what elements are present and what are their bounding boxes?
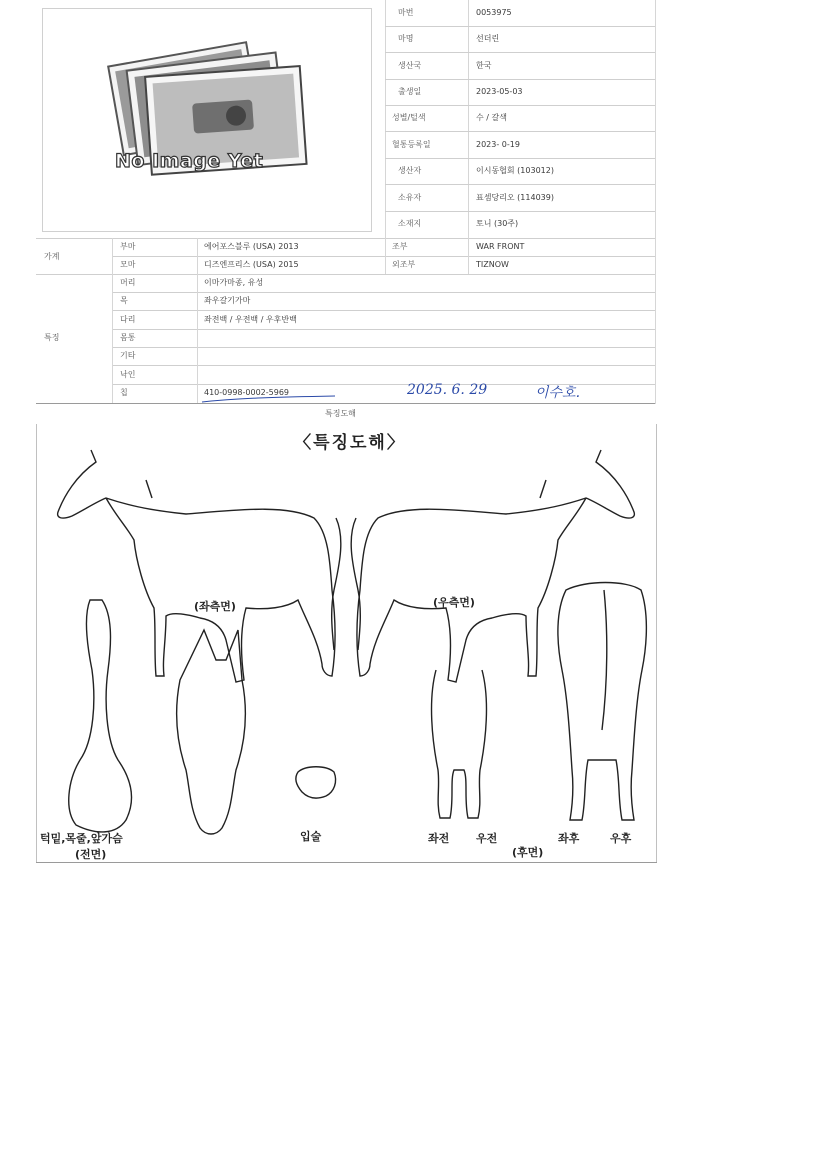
photo-stack-icon [43,9,371,231]
breeder-label: 생산자 [398,166,422,175]
owner-label: 소유자 [398,193,422,202]
country-label: 생산국 [398,61,422,70]
dam-sire-label: 외조부 [392,260,416,269]
features-section-label: 특징 [44,333,60,342]
feature-neck-value: 좌우갈기가마 [204,296,251,305]
diagram-small-caption: 특징도해 [325,409,356,418]
handwritten-signature: 이수호. [535,385,581,401]
signature-underline [200,394,360,406]
caption-left-hind: 좌후 [558,832,580,845]
caption-right-hind: 우후 [610,832,632,845]
grandsire-value: WAR FRONT [476,242,525,251]
birthdate-label: 출생일 [398,87,422,96]
feature-head-label: 머리 [120,278,136,287]
feature-other-label: 기타 [120,351,136,360]
dam-sire-value: TIZNOW [476,260,509,269]
sex-color-label: 성별/털색 [392,113,426,122]
caption-left-side: (좌측면) [194,600,236,613]
breeder-value: 이시동협회 (103012) [476,166,554,175]
horse-number-value: 0053975 [476,8,512,17]
grandsire-label: 조부 [392,242,408,251]
registration-date-label: 혈통등록일 [392,140,431,149]
caption-right-fore: 우전 [476,832,498,845]
pedigree-section-label: 가계 [44,252,60,261]
feature-head-value: 이마가마종, 유성 [204,278,264,287]
caption-front: (전면) [75,848,107,861]
caption-left-fore: 좌전 [428,832,450,845]
feature-chip-label: 칩 [120,388,128,397]
feature-brand-label: 낙인 [120,370,136,379]
feature-legs-value: 좌전백 / 우전백 / 우후반백 [204,315,297,324]
horse-number-label: 마번 [398,8,414,17]
birthdate-value: 2023-05-03 [476,87,523,96]
caption-right-side: (우측면) [433,596,475,609]
location-label: 소재지 [398,219,422,228]
horse-diagram-drawing [36,440,656,860]
dam-value: 디즈엔프리스 (USA) 2015 [204,260,299,269]
caption-lip: 입술 [300,830,322,843]
location-value: 토니 (30주) [476,219,519,228]
feature-chip-value: 410-0998-0002-5969 [204,388,290,397]
sire-label: 부마 [120,242,136,251]
diagram-title: 〈특징도해〉 [294,433,406,453]
horse-name-label: 마명 [398,34,414,43]
handwritten-date: 2025. 6. 29 [407,382,488,398]
horse-photo-placeholder [42,8,372,232]
sex-color-value: 수 / 갈색 [476,113,507,122]
feature-legs-label: 다리 [120,315,136,324]
caption-front-detail: 턱밑,목줄,앞가슴 [40,832,123,845]
country-value: 한국 [476,61,492,70]
feature-body-label: 몸통 [120,333,136,342]
no-image-text: No Image Yet [115,150,264,172]
sire-value: 에어포스블루 (USA) 2013 [204,242,299,251]
owner-value: 표셈당리오 (114039) [476,193,554,202]
horse-name-value: 선더린 [476,34,500,43]
dam-label: 모마 [120,260,136,269]
feature-neck-label: 목 [120,296,128,305]
caption-rear: (후면) [512,846,544,859]
registration-date-value: 2023- 0-19 [476,140,520,149]
